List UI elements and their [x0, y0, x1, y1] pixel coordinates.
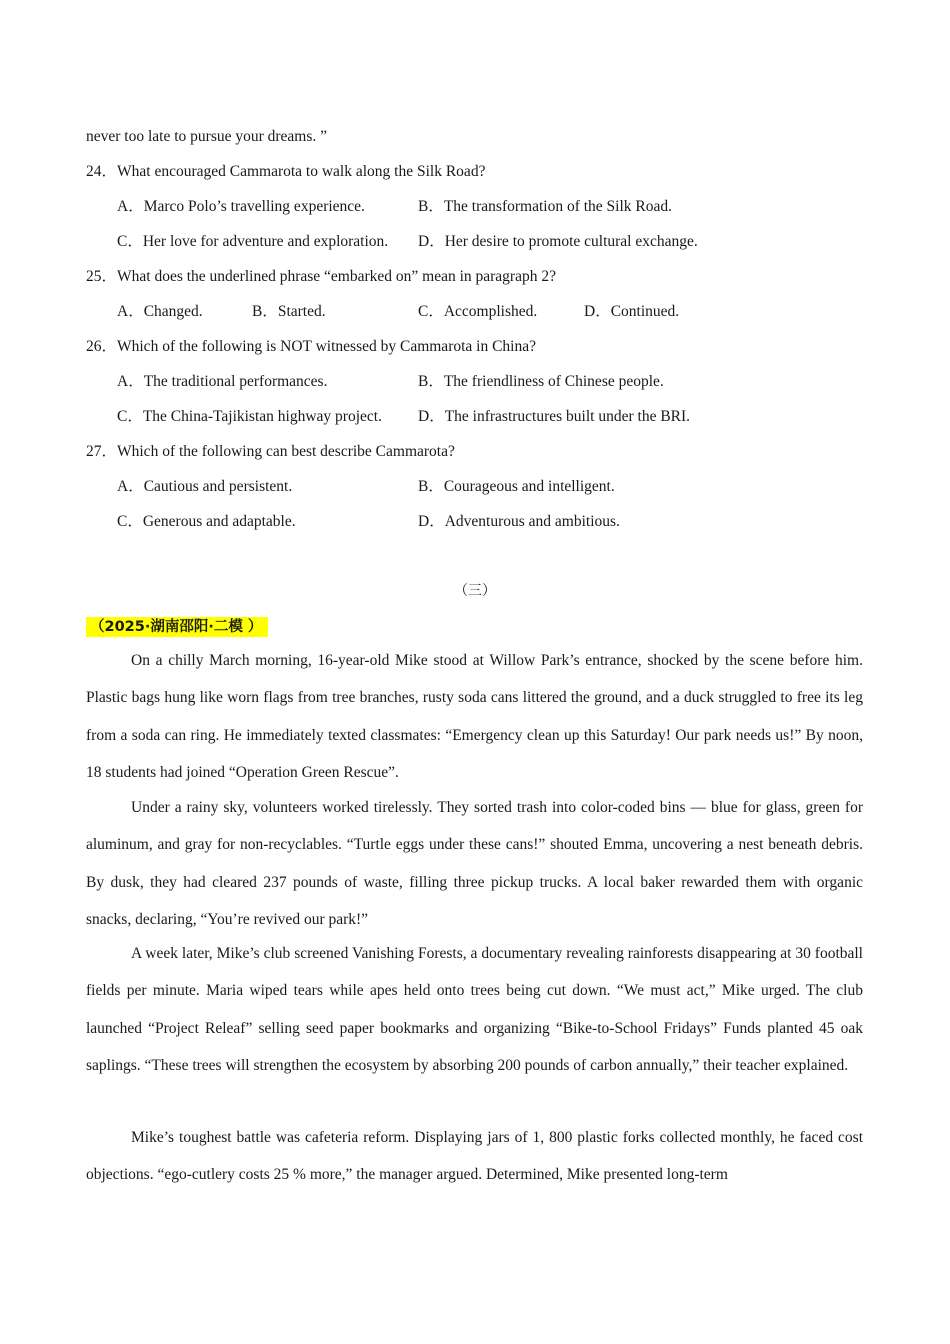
question-27-option-a[interactable]: A．Cautious and persistent.: [117, 478, 293, 495]
passage-paragraph-2: Under a rainy sky, volunteers worked tirelessly. They sorted trash into color-coded bins — blue for glass, green for aluminum, and gray for non-recyclables. “Turtle eggs under these cans!” shouted Emma, uncovering a nest beneath debris. By dusk, they had cleared 237 pounds of waste, filling three pickup trucks. A local baker rewarded them with organic snacks, declaring, “You’re revived our park!”: [86, 799, 863, 929]
question-24-stem: 24．What encouraged Cammarota to walk along the Silk Road?: [86, 163, 486, 180]
passage-paragraph-4: Mike’s toughest battle was cafeteria reform. Displaying jars of 1, 800 plastic forks collected monthly, he faced cost objections. “ego-cutlery costs 25 % more,” the manager argued. Determined, Mike presented long-term: [86, 1129, 863, 1184]
question-24-option-c[interactable]: C．Her love for adventure and exploration.: [117, 233, 389, 250]
question-24-option-b[interactable]: B．The transformation of the Silk Road.: [418, 198, 672, 215]
question-26-option-d[interactable]: D．The infrastructures built under the BRI.: [418, 408, 691, 425]
question-26-stem: 26．Which of the following is NOT witnessed by Cammarota in China?: [86, 338, 536, 355]
question-25-option-d[interactable]: D．Continued.: [584, 303, 680, 320]
question-25-option-c[interactable]: C．Accomplished.: [418, 303, 538, 320]
section-marker: （三）: [454, 584, 496, 599]
question-26-option-c[interactable]: C．The China-Tajikistan highway project.: [117, 408, 382, 425]
question-24-option-a[interactable]: A．Marco Polo’s travelling experience.: [117, 198, 365, 215]
question-26-option-a[interactable]: A．The traditional performances.: [117, 373, 328, 390]
question-25-stem: 25．What does the underlined phrase “embarked on” mean in paragraph 2?: [86, 268, 556, 285]
continuation-line: never too late to pursue your dreams. ”: [86, 128, 328, 145]
question-27-option-d[interactable]: D．Adventurous and ambitious.: [418, 513, 620, 530]
question-26-option-b[interactable]: B．The friendliness of Chinese people.: [418, 373, 664, 390]
question-25-option-b[interactable]: B．Started.: [252, 303, 326, 320]
question-27-option-c[interactable]: C．Generous and adaptable.: [117, 513, 296, 530]
question-25-option-a[interactable]: A．Changed.: [117, 303, 203, 320]
passage-paragraph-3: A week later, Mike’s club screened Vanishing Forests, a documentary revealing rainforests disappearing at 30 football fields per minute. Maria wiped tears while apes held onto trees being cut down. “We must act,” Mike urged. The club launched “Project Releaf” selling seed paper bookmarks and organizing “Bike-to-School Fridays” Funds planted 45 oak saplings. “These trees will strengthen the ecosystem by absorbing 200 pounds of carbon annually,” their teacher explained.: [86, 945, 863, 1075]
source-tag: （2025·湖南邵阳·二模 ）: [86, 617, 268, 637]
question-27-option-b[interactable]: B．Courageous and intelligent.: [418, 478, 615, 495]
question-27-stem: 27．Which of the following can best describe Cammarota?: [86, 443, 455, 460]
question-24-option-d[interactable]: D．Her desire to promote cultural exchange.: [418, 233, 698, 250]
passage-paragraph-1: On a chilly March morning, 16-year-old Mike stood at Willow Park’s entrance, shocked by the scene before him. Plastic bags hung like worn flags from tree branches, rusty soda cans littered the ground, and a duck struggled to free its leg from a soda can ring. He immediately texted classmates: “Emergency clean up this Saturday! Our park needs us!” By noon, 18 students had joined “Operation Green Rescue”.: [86, 652, 863, 782]
